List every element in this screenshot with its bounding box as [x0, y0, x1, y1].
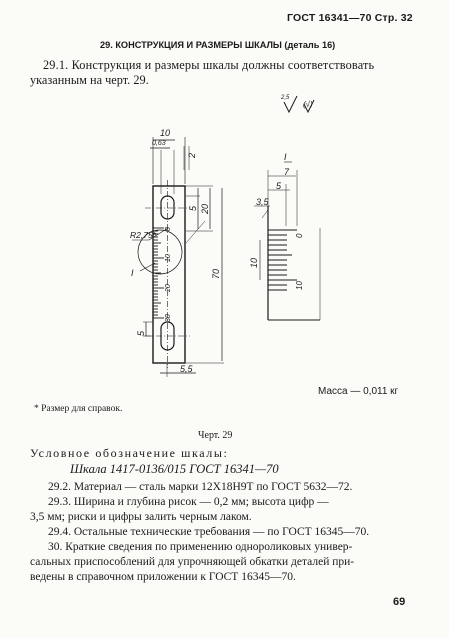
detail-dim-10-bottom: 10: [295, 281, 304, 290]
para-30-line1: 30. Краткие сведения по применению однороликовых универ-: [48, 541, 353, 553]
para-29-1-line1: 29.1. Конструкция и размеры шкалы должны соответствовать: [43, 58, 375, 72]
detail-dim-7: 7: [284, 167, 290, 177]
para-30-line2: сальных приспособлений для упрочняющей обкатки деталей при-: [30, 556, 355, 568]
dim-5-left: 5: [136, 330, 146, 336]
para-29-2: 29.2. Материал — сталь марки 12Х18Н9Т по ГОСТ 5632—72.: [48, 481, 353, 493]
detail-ticks: [268, 230, 297, 290]
para-30-line3: ведены в справочном приложении к ГОСТ 16345—70.: [30, 571, 296, 583]
detail-dim-10-side: 10: [249, 257, 259, 268]
detail-scale-0: 0: [295, 233, 304, 238]
scale-label-20: 20: [165, 284, 172, 292]
section-title: 29. КОНСТРУКЦИЯ И РАЗМЕРЫ ШКАЛЫ (деталь 16): [100, 40, 336, 50]
dim-10-top: 10: [160, 128, 171, 138]
roughness-bracket: (√): [303, 100, 313, 109]
drawing-chert-29: [0, 88, 449, 398]
scale-ticks: [153, 228, 164, 318]
running-header: ГОСТ 16341—70 Стр. 32: [287, 12, 413, 24]
detail-label-I: I: [284, 152, 287, 162]
detail-dim-3-5: 3,5: [256, 197, 269, 207]
scale-label-10: 10: [165, 254, 172, 262]
dim-r-2-75: R2,75*: [130, 230, 156, 240]
para-29-3-line1: 29.3. Ширина и глубина рисок — 0,2 мм; высота цифр —: [48, 496, 329, 508]
dim-20: 20: [200, 203, 210, 214]
mass-label: Масса — 0,011 кг: [318, 386, 399, 397]
page-number: 69: [393, 596, 406, 608]
scale-body: [153, 186, 185, 363]
designation-label: Условное обозначение шкалы:: [30, 446, 229, 460]
dim-0-63: 0,63: [152, 140, 166, 147]
dim-2: 2: [187, 152, 197, 158]
para-29-4: 29.4. Остальные технические требования — по ГОСТ 16345—70.: [48, 526, 370, 538]
scale-label-0: 0: [165, 227, 172, 231]
scale-label-30: 30: [165, 314, 172, 322]
designation-value: Шкала 1417-0136/015 ГОСТ 16341—70: [70, 462, 279, 476]
view-label-I: I: [131, 268, 134, 278]
dim-5-right: 5: [188, 205, 198, 211]
detail-dim-5: 5: [276, 181, 282, 191]
dim-5-5: 5,5: [180, 364, 193, 374]
figure-caption: Черт. 29: [198, 430, 233, 441]
footnote: * Размер для справок.: [34, 404, 123, 414]
para-29-1-line2: указанным на черт. 29.: [30, 73, 149, 87]
dim-70: 70: [211, 268, 221, 279]
roughness-value: 2,5: [281, 95, 290, 101]
para-29-3-line2: 3,5 мм; риски и цифры залить черным лаком.: [30, 511, 252, 523]
